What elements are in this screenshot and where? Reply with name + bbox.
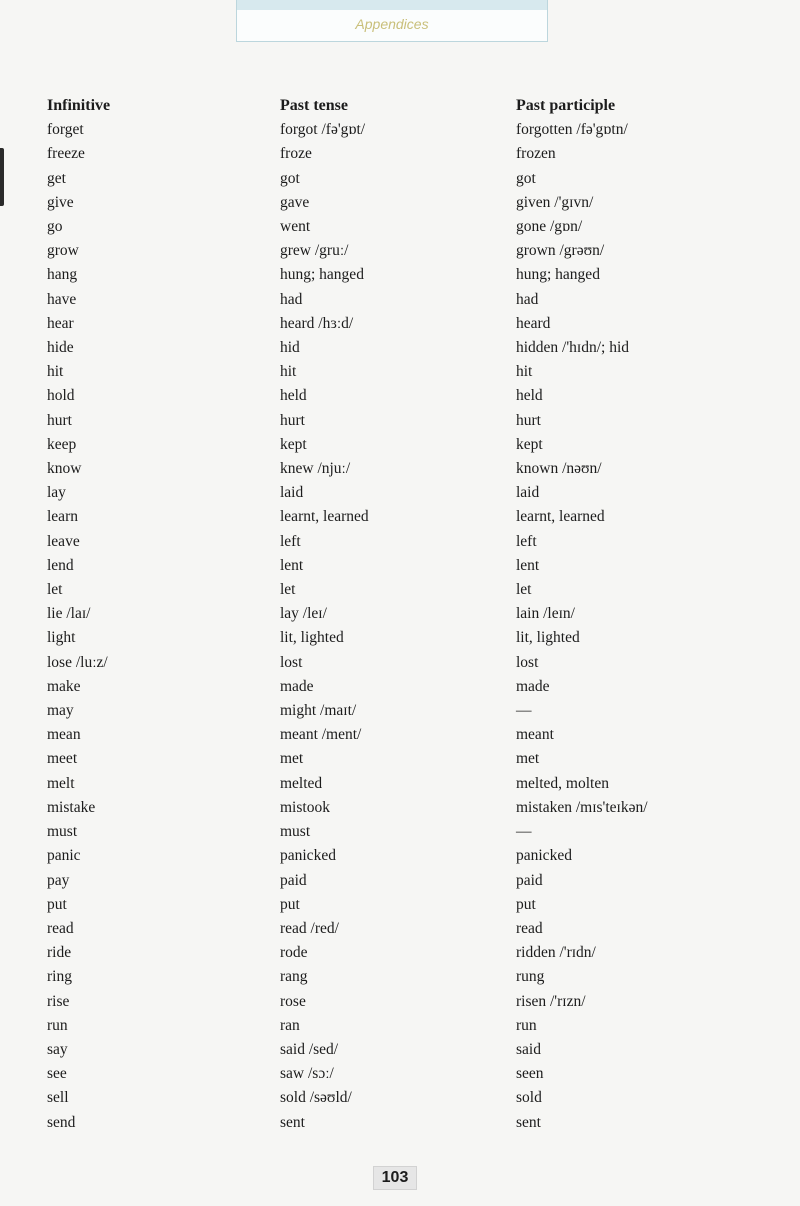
past-participle-cell: left (516, 532, 537, 550)
past-participle-cell: run (516, 1016, 537, 1034)
past-participle-cell: mistaken /mɪs'teɪkən/ (516, 798, 648, 816)
past-tense-cell: put (280, 895, 300, 913)
infinitive-cell: hang (47, 266, 78, 284)
table-row (47, 263, 766, 287)
past-participle-cell: put (516, 895, 536, 913)
table-row (47, 869, 766, 893)
past-participle-cell: sold (516, 1089, 542, 1107)
past-tense-cell: grew /gruː/ (280, 242, 349, 260)
past-participle-cell: sent (516, 1113, 541, 1131)
table-row (47, 1062, 766, 1086)
infinitive-cell: panic (47, 847, 81, 865)
infinitive-cell: let (47, 581, 63, 599)
infinitive-cell: melt (47, 774, 75, 792)
page-number: 103 (373, 1166, 417, 1190)
past-tense-cell: lay /leɪ/ (280, 605, 327, 623)
past-tense-cell: lost (280, 653, 303, 671)
infinitive-cell: forget (47, 121, 84, 139)
past-participle-cell: met (516, 750, 540, 768)
column-header-infinitive: Infinitive (47, 97, 111, 114)
past-tense-cell: met (280, 750, 304, 768)
past-participle-cell: lit, lighted (516, 629, 580, 647)
past-tense-cell: hid (280, 339, 300, 357)
section-label: Appendices (355, 16, 429, 32)
table-row (47, 965, 766, 989)
past-tense-cell: sold /səʊld/ (280, 1089, 352, 1107)
past-participle-cell: lent (516, 556, 540, 574)
table-row (47, 288, 766, 312)
past-tense-cell: let (280, 581, 296, 599)
past-tense-cell: left (280, 532, 301, 550)
past-tense-cell: froze (280, 145, 312, 163)
table-row (47, 699, 766, 723)
infinitive-cell: hide (47, 339, 74, 357)
table-row (47, 747, 766, 771)
infinitive-cell: get (47, 169, 66, 187)
infinitive-cell: grow (47, 242, 79, 260)
past-tense-cell: hung; hanged (280, 266, 364, 284)
past-tense-cell: learnt, learned (280, 508, 369, 526)
infinitive-cell: keep (47, 435, 77, 453)
table-row (47, 578, 766, 602)
past-tense-cell: heard /hɜːd/ (280, 314, 354, 332)
table-row (47, 1111, 766, 1135)
past-tense-cell: hurt (280, 411, 305, 429)
past-participle-cell: meant (516, 726, 554, 744)
past-participle-cell: said (516, 1040, 541, 1058)
past-tense-cell: knew /njuː/ (280, 460, 351, 478)
past-tense-cell: ran (280, 1016, 300, 1034)
table-row (47, 651, 766, 675)
past-tense-cell: hit (280, 363, 297, 381)
past-participle-cell: hit (516, 363, 533, 381)
infinitive-cell: see (47, 1065, 67, 1083)
past-tense-cell: rode (280, 944, 308, 962)
past-tense-cell: went (280, 218, 311, 236)
past-participle-cell: hidden /'hɪdn/; hid (516, 339, 630, 357)
past-tense-cell: mistook (280, 798, 330, 816)
past-participle-cell: made (516, 677, 550, 695)
table-body (47, 118, 766, 1135)
table-row (47, 239, 766, 263)
past-participle-cell: — (516, 702, 532, 720)
infinitive-cell: freeze (47, 145, 85, 163)
table-row (47, 602, 766, 626)
past-participle-cell: rung (516, 968, 545, 986)
past-tense-cell: melted (280, 774, 323, 792)
table-header-row (47, 94, 766, 118)
header-decorative-band (237, 0, 547, 10)
past-tense-cell: paid (280, 871, 307, 889)
infinitive-cell: know (47, 460, 82, 478)
infinitive-cell: may (47, 702, 74, 720)
infinitive-cell: rise (47, 992, 70, 1010)
past-participle-cell: kept (516, 435, 543, 453)
table-row (47, 530, 766, 554)
infinitive-cell: lose /luːz/ (47, 653, 108, 671)
infinitive-cell: send (47, 1113, 76, 1131)
infinitive-cell: mean (47, 726, 81, 744)
past-tense-cell: kept (280, 435, 307, 453)
past-participle-cell: risen /'rɪzn/ (516, 992, 586, 1010)
past-tense-cell: gave (280, 193, 310, 211)
table-row (47, 917, 766, 941)
past-participle-cell: gone /gɒn/ (516, 218, 583, 236)
past-tense-cell: meant /ment/ (280, 726, 362, 744)
table-row (47, 336, 766, 360)
table-row (47, 118, 766, 142)
past-participle-cell: learnt, learned (516, 508, 605, 526)
table-row (47, 1038, 766, 1062)
past-participle-cell: had (516, 290, 539, 308)
table-row (47, 191, 766, 215)
past-participle-cell: let (516, 581, 532, 599)
table-row (47, 1086, 766, 1110)
past-participle-cell: held (516, 387, 543, 405)
past-participle-cell: paid (516, 871, 543, 889)
table-row (47, 312, 766, 336)
past-tense-cell: had (280, 290, 303, 308)
infinitive-cell: hit (47, 363, 64, 381)
past-tense-cell: saw /sɔː/ (280, 1065, 334, 1083)
infinitive-cell: read (47, 919, 74, 937)
past-participle-cell: laid (516, 484, 540, 502)
infinitive-cell: lie /laɪ/ (47, 605, 91, 623)
table-row (47, 796, 766, 820)
table-row (47, 675, 766, 699)
column-header-past-tense: Past tense (280, 97, 348, 114)
past-tense-cell: lent (280, 556, 304, 574)
past-tense-cell: made (280, 677, 314, 695)
infinitive-cell: lend (47, 556, 74, 574)
past-participle-cell: grown /grəʊn/ (516, 242, 605, 260)
past-tense-cell: forgot /fə'gɒt/ (280, 121, 366, 139)
past-tense-cell: must (280, 823, 311, 841)
infinitive-cell: run (47, 1016, 68, 1034)
past-participle-cell: hurt (516, 411, 541, 429)
table-row (47, 626, 766, 650)
table-row (47, 409, 766, 433)
table-row (47, 941, 766, 965)
past-participle-cell: panicked (516, 847, 572, 865)
past-participle-cell: lain /leɪn/ (516, 605, 575, 623)
table-row (47, 457, 766, 481)
table-row (47, 384, 766, 408)
past-participle-cell: heard (516, 314, 551, 332)
infinitive-cell: pay (47, 871, 70, 889)
infinitive-cell: learn (47, 508, 78, 526)
infinitive-cell: go (47, 218, 63, 236)
infinitive-cell: say (47, 1040, 68, 1058)
past-tense-cell: might /maɪt/ (280, 702, 357, 720)
table-row (47, 167, 766, 191)
past-participle-cell: ridden /'rɪdn/ (516, 944, 596, 962)
past-tense-cell: rang (280, 968, 308, 986)
table-row (47, 215, 766, 239)
past-participle-cell: seen (516, 1065, 544, 1083)
infinitive-cell: give (47, 193, 74, 211)
past-tense-cell: lit, lighted (280, 629, 344, 647)
past-participle-cell: got (516, 169, 536, 187)
past-participle-cell: given /'gɪvn/ (516, 193, 594, 211)
table-row (47, 554, 766, 578)
past-tense-cell: said /sed/ (280, 1040, 339, 1058)
past-tense-cell: panicked (280, 847, 336, 865)
infinitive-cell: put (47, 895, 67, 913)
table-row (47, 360, 766, 384)
column-header-past-participle: Past participle (516, 97, 616, 114)
table-row (47, 481, 766, 505)
infinitive-cell: hurt (47, 411, 72, 429)
infinitive-cell: lay (47, 484, 66, 502)
past-participle-cell: hung; hanged (516, 266, 600, 284)
table-row (47, 433, 766, 457)
past-tense-cell: held (280, 387, 307, 405)
past-participle-cell: lost (516, 653, 539, 671)
infinitive-cell: ride (47, 944, 72, 962)
past-tense-cell: rose (280, 992, 306, 1010)
past-participle-cell: forgotten /fə'gɒtn/ (516, 121, 628, 139)
infinitive-cell: leave (47, 532, 80, 550)
infinitive-cell: light (47, 629, 76, 647)
section-header-tab (236, 0, 548, 42)
infinitive-cell: meet (47, 750, 78, 768)
past-participle-cell: read (516, 919, 543, 937)
irregular-verbs-table (47, 94, 766, 1135)
past-participle-cell: frozen (516, 145, 556, 163)
past-tense-cell: read /red/ (280, 919, 339, 937)
table-row (47, 844, 766, 868)
past-participle-cell: known /nəʊn/ (516, 460, 602, 478)
table-row (47, 772, 766, 796)
infinitive-cell: ring (47, 968, 72, 986)
infinitive-cell: sell (47, 1089, 69, 1107)
infinitive-cell: must (47, 823, 78, 841)
past-tense-cell: got (280, 169, 300, 187)
infinitive-cell: hear (47, 314, 74, 332)
table-row (47, 142, 766, 166)
infinitive-cell: mistake (47, 798, 96, 816)
infinitive-cell: have (47, 290, 77, 308)
table-row (47, 505, 766, 529)
past-participle-cell: — (516, 823, 532, 841)
past-tense-cell: sent (280, 1113, 305, 1131)
infinitive-cell: make (47, 677, 81, 695)
table-row (47, 820, 766, 844)
binding-edge-mark (0, 148, 4, 206)
past-participle-cell: melted, molten (516, 774, 609, 792)
table-row (47, 723, 766, 747)
table-row (47, 990, 766, 1014)
table-row (47, 893, 766, 917)
table-row (47, 1014, 766, 1038)
past-tense-cell: laid (280, 484, 304, 502)
infinitive-cell: hold (47, 387, 75, 405)
